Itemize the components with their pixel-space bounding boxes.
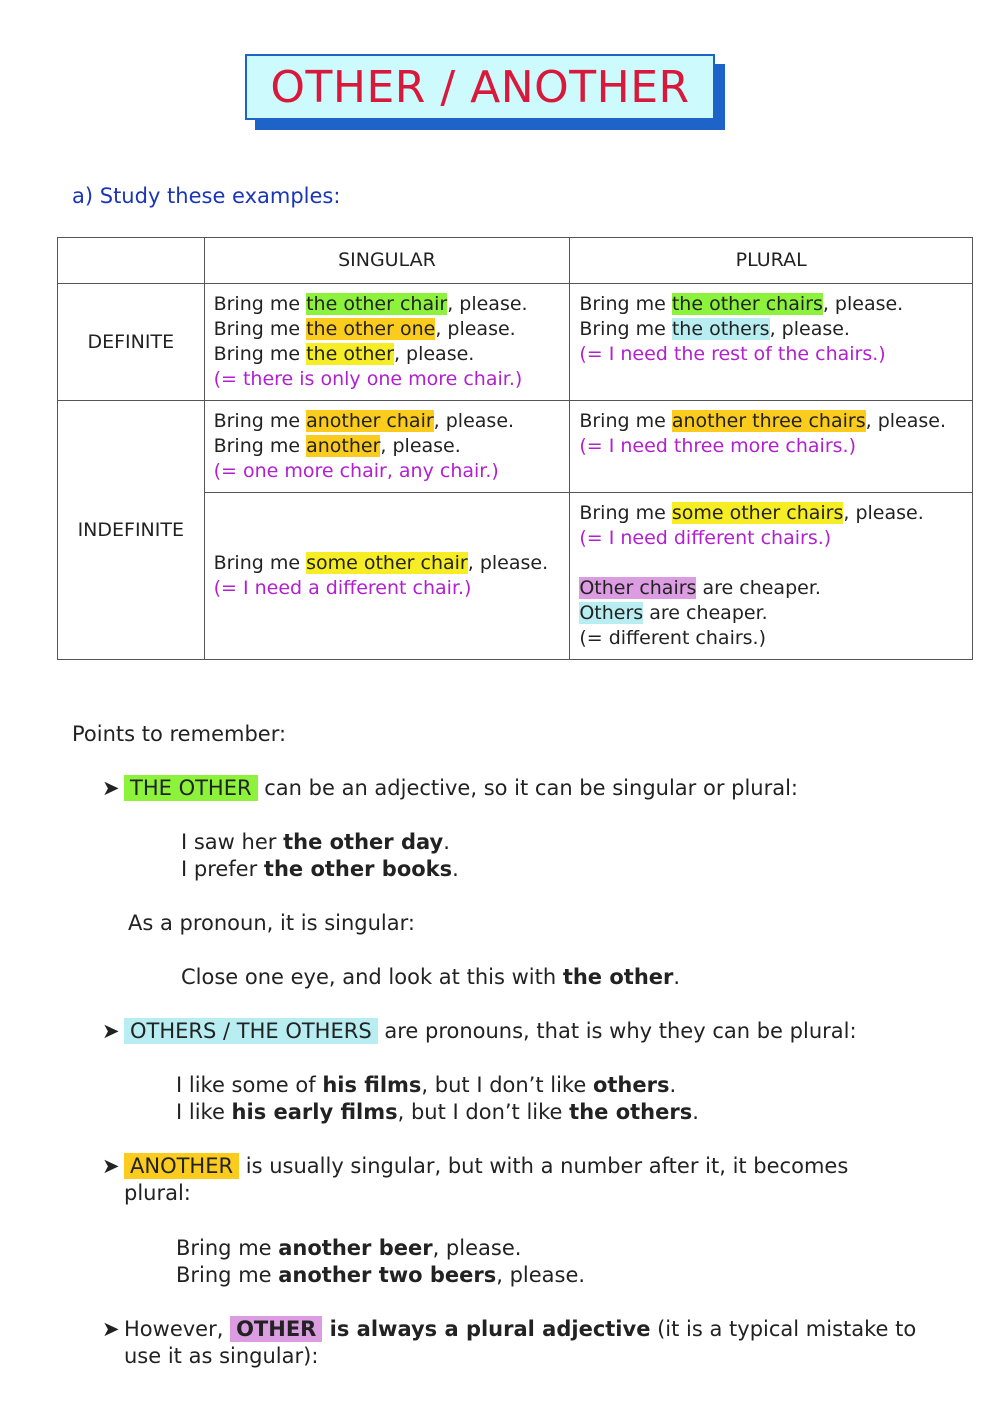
cell-indefinite-plural-a xyxy=(570,401,973,493)
highlight-the-other-chairs: the other chairs xyxy=(671,293,823,315)
pronoun-note: As a pronoun, it is singular: xyxy=(128,911,415,935)
explanation-note: (= there is only one more chair.) xyxy=(213,368,523,390)
highlight-another-three-chairs: another three chairs xyxy=(671,410,866,432)
point-continuation: plural: xyxy=(124,1181,191,1205)
explanation-note: (= one more chair, any chair.) xyxy=(213,460,499,482)
points-heading: Points to remember: xyxy=(72,722,287,746)
examples-table xyxy=(57,237,973,660)
arrow-bullet-icon: ➤ xyxy=(102,1019,120,1043)
highlight-the-other: the other xyxy=(306,343,394,365)
explanation-note: (= I need the rest of the chairs.) xyxy=(579,343,886,365)
example-sentence: I prefer the other books. xyxy=(181,857,459,881)
arrow-bullet-icon: ➤ xyxy=(102,1154,120,1178)
explanation-note: (= I need a different chair.) xyxy=(213,577,472,599)
cell-indefinite-singular-a xyxy=(204,401,570,493)
table-header-row xyxy=(58,238,973,284)
tag-another: ANOTHER xyxy=(124,1153,239,1179)
header-singular: SINGULAR xyxy=(204,238,570,284)
example-line: Bring me another three chairs, please. xyxy=(579,410,947,432)
example-line: Others are cheaper. xyxy=(579,602,768,624)
page-title: OTHER / ANOTHER xyxy=(245,54,715,120)
arrow-bullet-icon: ➤ xyxy=(102,776,120,800)
cell-definite-singular xyxy=(204,284,570,401)
example-line: Bring me the other, please. xyxy=(213,343,475,365)
example-line: Bring me some other chair, please. xyxy=(213,552,549,574)
point-another: ➤ ANOTHER is usually singular, but with a number after it, it becomes xyxy=(102,1154,849,1178)
highlight-the-other-one: the other one xyxy=(306,318,436,340)
example-line: (= different chairs.) xyxy=(579,627,767,649)
highlight-another-chair: another chair xyxy=(306,410,434,432)
highlight-some-other-chair: some other chair xyxy=(306,552,468,574)
table-row-definite xyxy=(58,284,973,401)
spacer xyxy=(579,551,963,576)
example-sentence: Bring me another two beers, please. xyxy=(176,1263,586,1287)
explanation-note: (= I need three more chairs.) xyxy=(579,435,856,457)
example-line: Bring me another chair, please. xyxy=(213,410,515,432)
cell-indefinite-plural-b xyxy=(570,493,973,660)
highlight-another: another xyxy=(306,435,381,457)
section-a-heading: a) Study these examples: xyxy=(72,184,341,208)
highlight-other-chairs: Other chairs xyxy=(579,577,697,599)
example-sentence: I saw her the other day. xyxy=(181,830,450,854)
example-line: Bring me another, please. xyxy=(213,435,461,457)
cell-definite-plural xyxy=(570,284,973,401)
cell-indefinite-singular-b xyxy=(204,493,570,660)
tag-others: OTHERS / THE OTHERS xyxy=(124,1018,378,1044)
point-others: ➤ OTHERS / THE OTHERS are pronouns, that is why they can be plural: xyxy=(102,1019,857,1043)
example-sentence: I like some of his films, but I don’t like others. xyxy=(176,1073,677,1097)
header-plural: PLURAL xyxy=(570,238,973,284)
highlight-the-other-chair: the other chair xyxy=(306,293,448,315)
example-line: Bring me the other chair, please. xyxy=(213,293,528,315)
point-continuation: use it as singular): xyxy=(124,1344,319,1368)
example-line: Bring me some other chairs, please. xyxy=(579,502,924,524)
example-sentence: Close one eye, and look at this with the other. xyxy=(181,965,681,989)
arrow-bullet-icon: ➤ xyxy=(102,1317,120,1341)
point-other: ➤ However, OTHER is always a plural adjective (it is a typical mistake to xyxy=(102,1317,917,1341)
header-blank-cell xyxy=(58,238,205,284)
highlight-the-others: the others xyxy=(671,318,770,340)
row-label-definite: DEFINITE xyxy=(58,284,205,401)
example-line: Bring me the others, please. xyxy=(579,318,850,340)
example-line: Other chairs are cheaper. xyxy=(579,577,821,599)
example-line: Bring me the other one, please. xyxy=(213,318,516,340)
table-row-indefinite-a xyxy=(58,401,973,493)
row-label-indefinite: INDEFINITE xyxy=(58,401,205,660)
tag-the-other: THE OTHER xyxy=(124,775,258,801)
explanation-note: (= I need different chairs.) xyxy=(579,527,832,549)
highlight-some-other-chairs: some other chairs xyxy=(671,502,844,524)
title-banner xyxy=(245,54,715,120)
example-sentence: I like his early films, but I don’t like the others. xyxy=(176,1100,699,1124)
highlight-others: Others xyxy=(579,602,644,624)
example-line: Bring me the other chairs, please. xyxy=(579,293,904,315)
example-sentence: Bring me another beer, please. xyxy=(176,1236,522,1260)
point-the-other: ➤ THE OTHER can be an adjective, so it can be singular or plural: xyxy=(102,776,799,800)
tag-other: OTHER xyxy=(230,1316,322,1342)
